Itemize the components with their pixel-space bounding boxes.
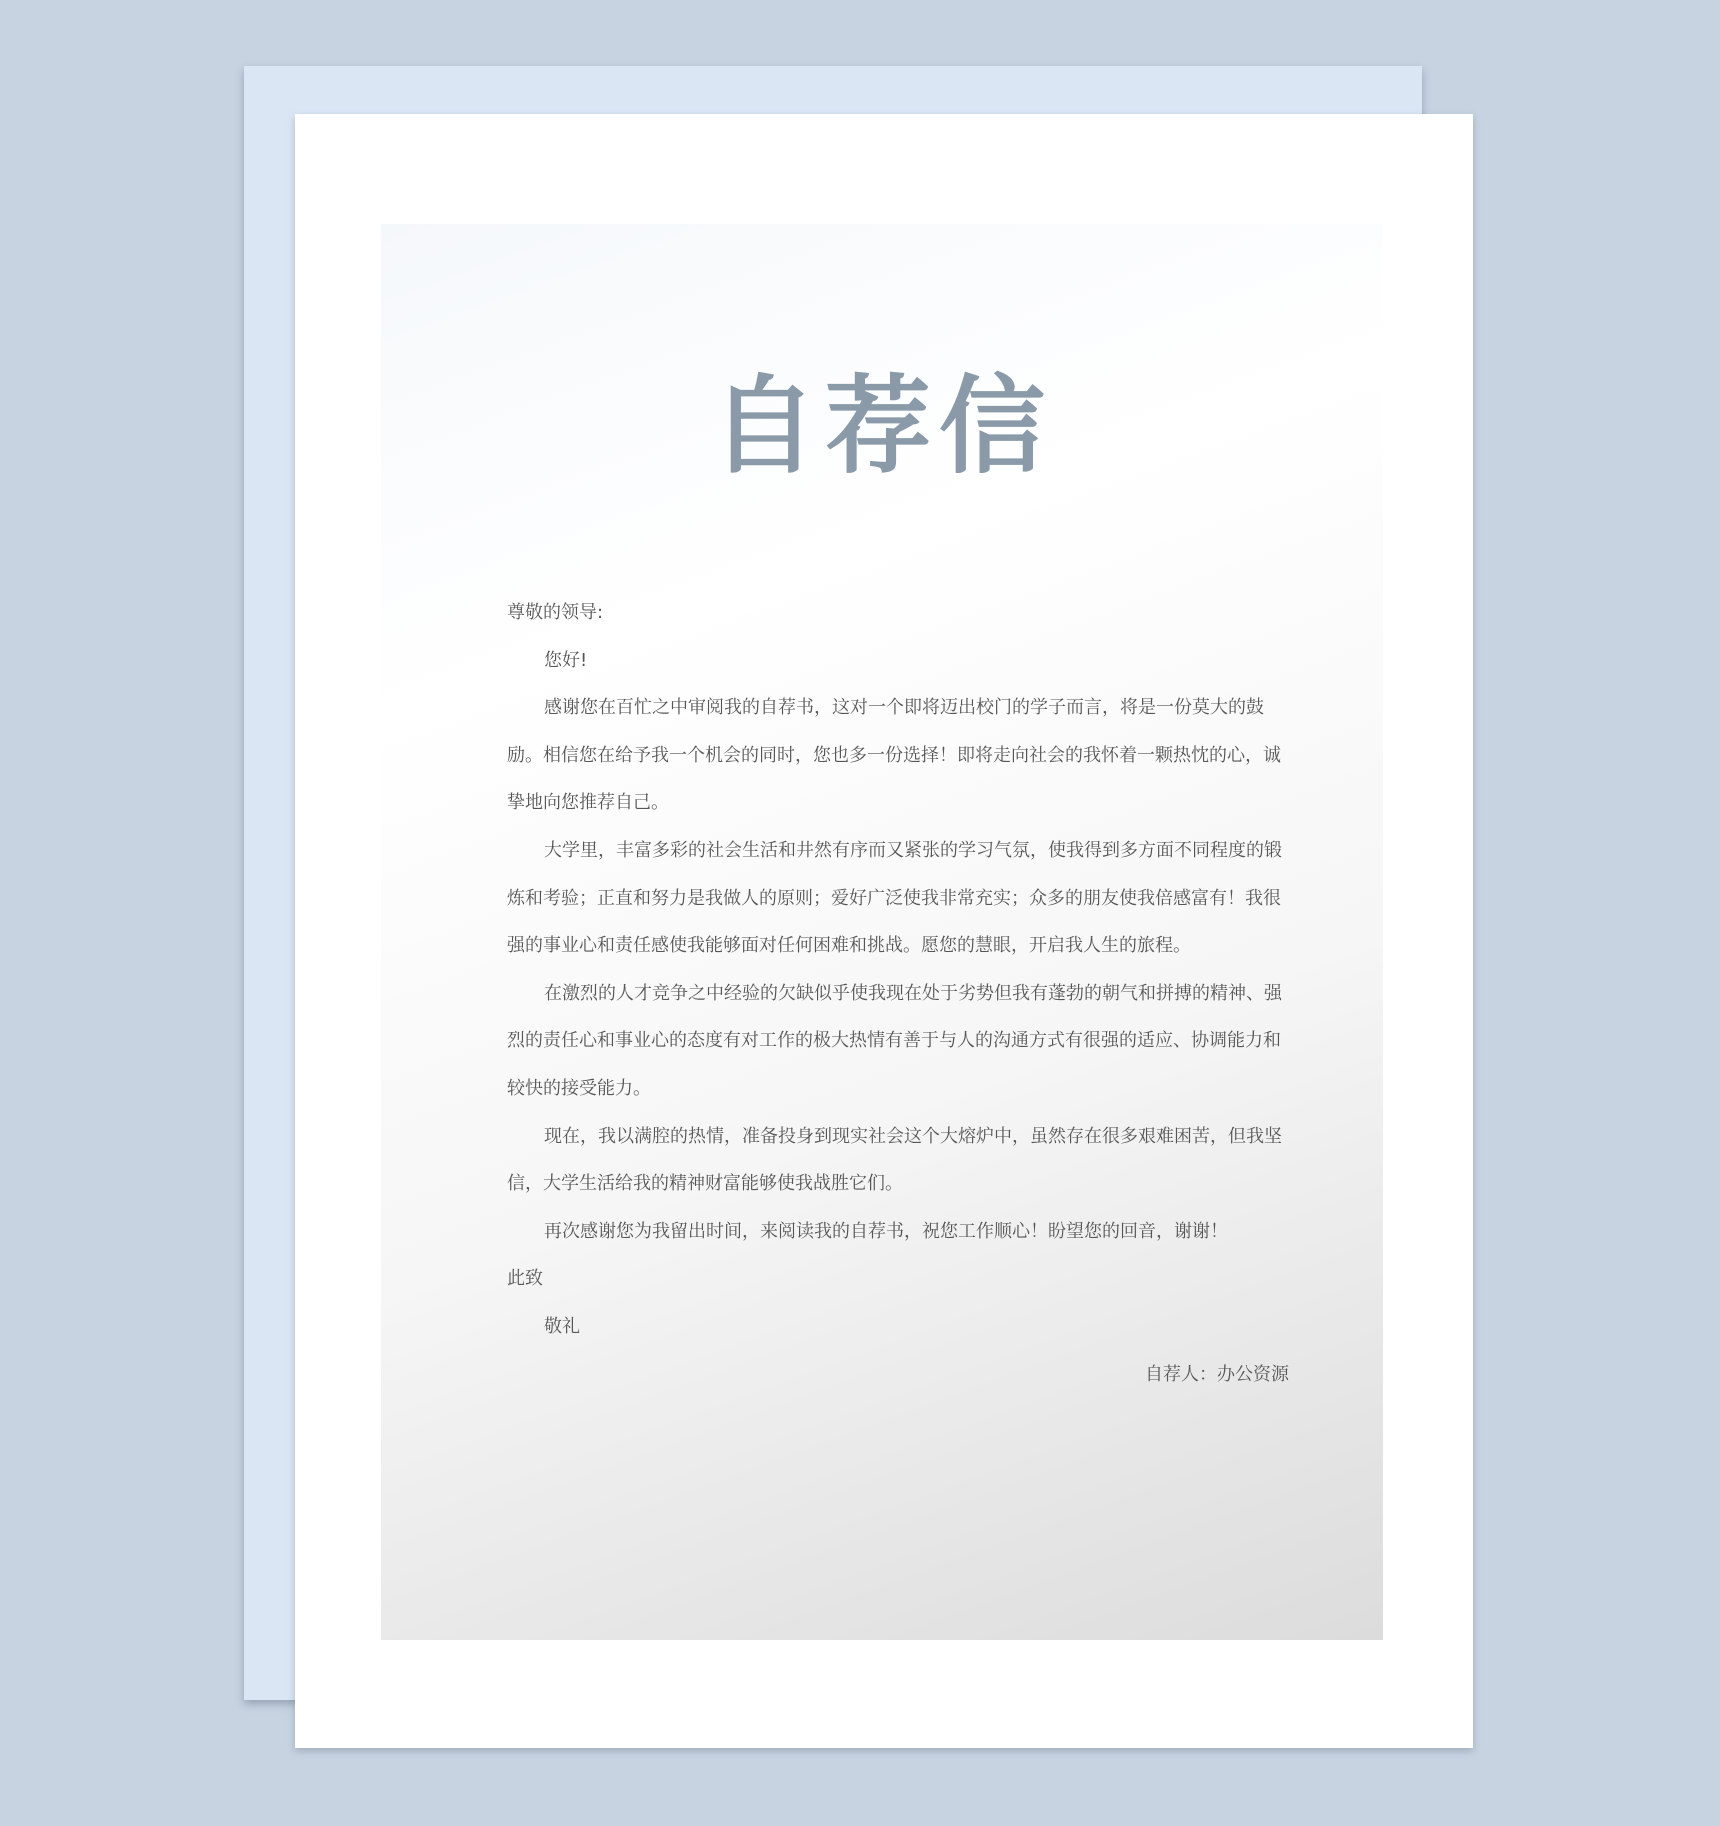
letter-panel bbox=[381, 224, 1383, 1640]
body-paragraph-5: 再次感谢您为我留出时间，来阅读我的自荐书，祝您工作顺心！盼望您的回音，谢谢！ bbox=[544, 1220, 1228, 1242]
salutation: 尊敬的领导: bbox=[507, 602, 604, 623]
letter-title: 自荐信 bbox=[711, 365, 1053, 488]
body-paragraph-3: 在激烈的人才竞争之中经验的欠缺似乎使我现在处于劣势但我有蓬勃的朝气和拼搏的精神、强烈的责任心和事业心的态度有对工作的极大热情有善于与人的沟通方式有很强的适应、协调能力和较快的接受能力。 bbox=[507, 982, 1282, 1099]
body-paragraph-1: 感谢您在百忙之中审阅我的自荐书，这对一个即将迈出校门的学子而言，将是一份莫大的鼓励。相信您在给予我一个机会的同时，您也多一份选择！即将走向社会的我怀着一颗热忱的心，诚挚地向您推荐自己。 bbox=[507, 697, 1281, 814]
greeting: 您好! bbox=[544, 649, 588, 671]
regards: 敬礼 bbox=[544, 1315, 580, 1337]
body-paragraph-2: 大学里，丰富多彩的社会生活和井然有序而又紧张的学习气氛，使我得到多方面不同程度的锻炼和考验；正直和努力是我做人的原则；爱好广泛使我非常充实；众多的朋友使我倍感富有！我很强的事业心和责任感使我能够面对任何困难和挑战。愿您的慧眼，开启我人生的旅程。 bbox=[507, 839, 1282, 957]
letter-body bbox=[507, 589, 1289, 1398]
front-paper-sheet bbox=[295, 114, 1473, 1748]
closing: 此致 bbox=[507, 1268, 543, 1290]
body-paragraph-4: 现在，我以满腔的热情，准备投身到现实社会这个大熔炉中，虽然存在很多艰难困苦，但我坚信，大学生活给我的精神财富能够使我战胜它们。 bbox=[507, 1125, 1282, 1195]
signature: 自荐人：办公资源 bbox=[1145, 1363, 1289, 1385]
